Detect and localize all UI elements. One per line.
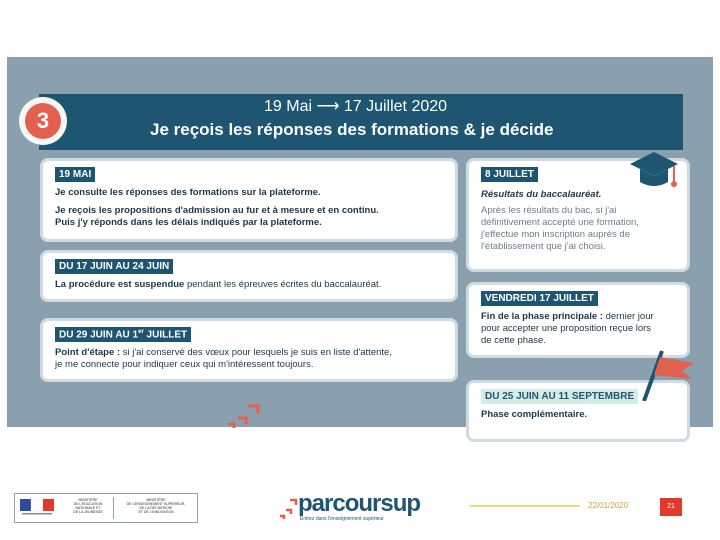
card-tag: 19 MAI — [55, 167, 95, 182]
card-title: Résultats du baccalauréat. — [481, 189, 602, 200]
card-rest-text: si j'ai conservé des vœux pour lesquels je suis en liste d'attente, je me connecte pour indiquer ceux qui m'intéressent toujours. — [55, 347, 392, 370]
card-rest-text: dernier jour pour accepter une proposition reçue lors de cette phase. — [481, 311, 654, 346]
graduation-cap-icon — [628, 150, 680, 194]
french-flag-icon — [20, 499, 54, 517]
header-dates: 19 Mai ⟶ 17 Juillet 2020 — [264, 98, 448, 115]
card-line — [55, 347, 392, 371]
card-line — [55, 279, 381, 291]
header-title: Je reçois les réponses des formations & je décide — [150, 120, 554, 139]
card-19-mai — [40, 158, 458, 242]
card-tag — [55, 327, 191, 342]
card-29-juin — [40, 318, 458, 382]
card-bold-text: Fin de la phase principale : — [481, 311, 603, 322]
parcoursup-logo — [278, 490, 448, 524]
card-line: Je reçois les propositions d'admission au fur et à mesure et en continu. Puis j'y réponds dans les délais indiqués par la plateforme. — [55, 205, 379, 228]
card-body: Après les résultats du bac, si j'ai définitivement accepté une formation, j'effectue mon inscription auprès de l'établissement que j'ai choisi. — [481, 205, 639, 252]
card-bold-text: La procédure est suspendue — [55, 279, 185, 290]
ministry-name: MINISTÈRE DE L'ÉDUCATION NATIONALE ET DE LA JEUNESSE — [73, 498, 103, 514]
footer-divider — [470, 505, 580, 507]
tag-post: JUILLET — [143, 329, 188, 341]
card-17-juin — [40, 250, 458, 302]
step-number: 3 — [25, 103, 61, 139]
ministry-name: MINISTÈRE DE L'ENSEIGNEMENT SUPÉRIEUR, DE LA RECHERCHE ET DE L'INNOVATION — [126, 498, 186, 514]
card-tag: VENDREDI 17 JUILLET — [481, 291, 598, 306]
card-bold-text: Point d'étape : — [55, 347, 121, 358]
tag-sup: er — [138, 329, 144, 335]
card-17-juillet — [466, 282, 690, 358]
card-rest-text: pendant les épreuves écrites du baccalauréat. — [184, 279, 382, 290]
card-body: Phase complémentaire. — [481, 409, 588, 420]
card-tag: DU 17 JUIN AU 24 JUIN — [55, 259, 173, 274]
ministry-logos — [14, 493, 198, 523]
logo-tagline: Entrez dans l'enseignement supérieur — [300, 516, 384, 522]
logo-text: parcoursup — [298, 490, 421, 517]
flag-icon — [642, 349, 696, 401]
arrows-deco-icon — [224, 400, 264, 430]
tag-pre: DU 29 JUIN AU 1 — [59, 329, 139, 341]
page-number: 21 — [660, 498, 682, 516]
card-tag: 8 JUILLET — [481, 167, 538, 182]
card-line: Je consulte les réponses des formations sur la plateforme. — [55, 187, 321, 198]
arrows-deco-icon — [278, 494, 298, 520]
card-tag: DU 25 JUIN AU 11 SEPTEMBRE — [481, 389, 638, 404]
divider — [113, 497, 114, 519]
footer-date: 22/01/2020 — [588, 501, 629, 510]
card-line — [481, 311, 654, 347]
